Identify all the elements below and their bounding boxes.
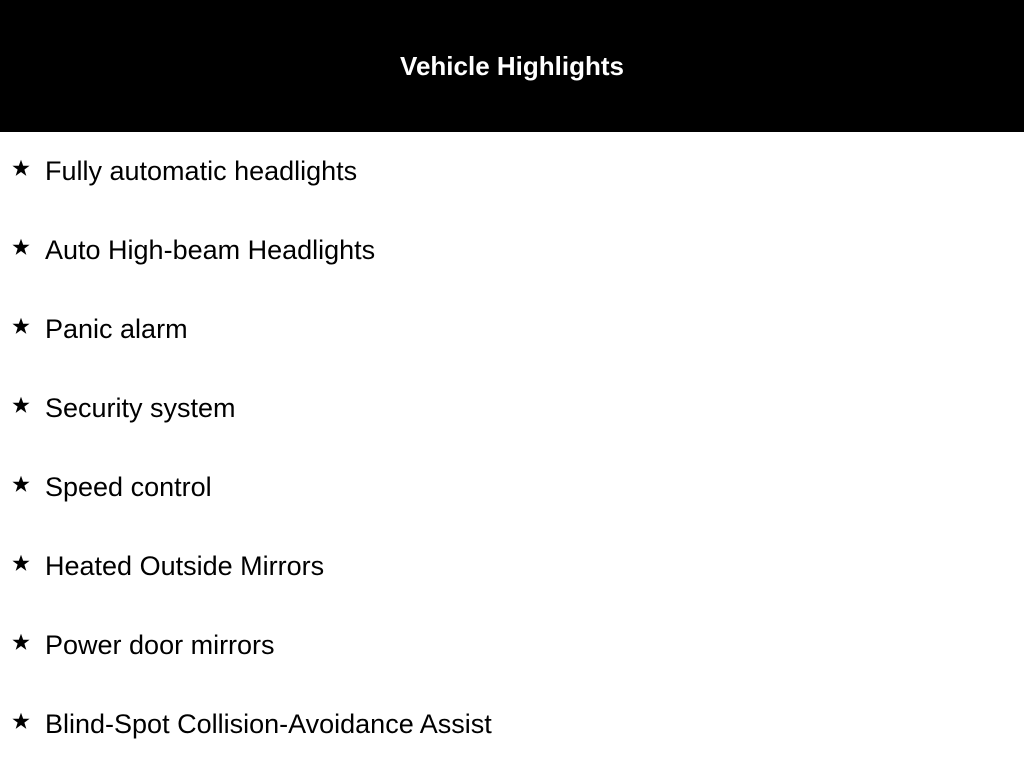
star-icon: [12, 317, 30, 335]
star-icon: [12, 159, 30, 177]
page-header: [0, 0, 1024, 132]
list-item: [0, 448, 1024, 527]
highlights-list: [0, 132, 1024, 764]
list-item: [0, 132, 1024, 211]
page-title: Vehicle Highlights: [400, 50, 624, 81]
star-icon: [12, 633, 30, 651]
list-item-label: Security system: [45, 393, 236, 423]
list-item-label: Speed control: [45, 472, 212, 502]
star-icon: [12, 554, 30, 572]
star-icon: [12, 396, 30, 414]
list-item: [0, 527, 1024, 606]
list-item-label: Panic alarm: [45, 314, 188, 344]
list-item: [0, 290, 1024, 369]
list-item-label: Auto High-beam Headlights: [45, 235, 376, 265]
star-icon: [12, 712, 30, 730]
list-item: [0, 606, 1024, 685]
list-item-label: Power door mirrors: [45, 630, 275, 660]
list-item: [0, 211, 1024, 290]
list-item-label: Fully automatic headlights: [45, 156, 358, 186]
star-icon: [12, 475, 30, 493]
list-item: [0, 369, 1024, 448]
list-item-label: Heated Outside Mirrors: [45, 551, 325, 581]
star-icon: [12, 238, 30, 256]
list-item: [0, 685, 1024, 764]
list-item-label: Blind-Spot Collision-Avoidance Assist: [45, 709, 492, 739]
